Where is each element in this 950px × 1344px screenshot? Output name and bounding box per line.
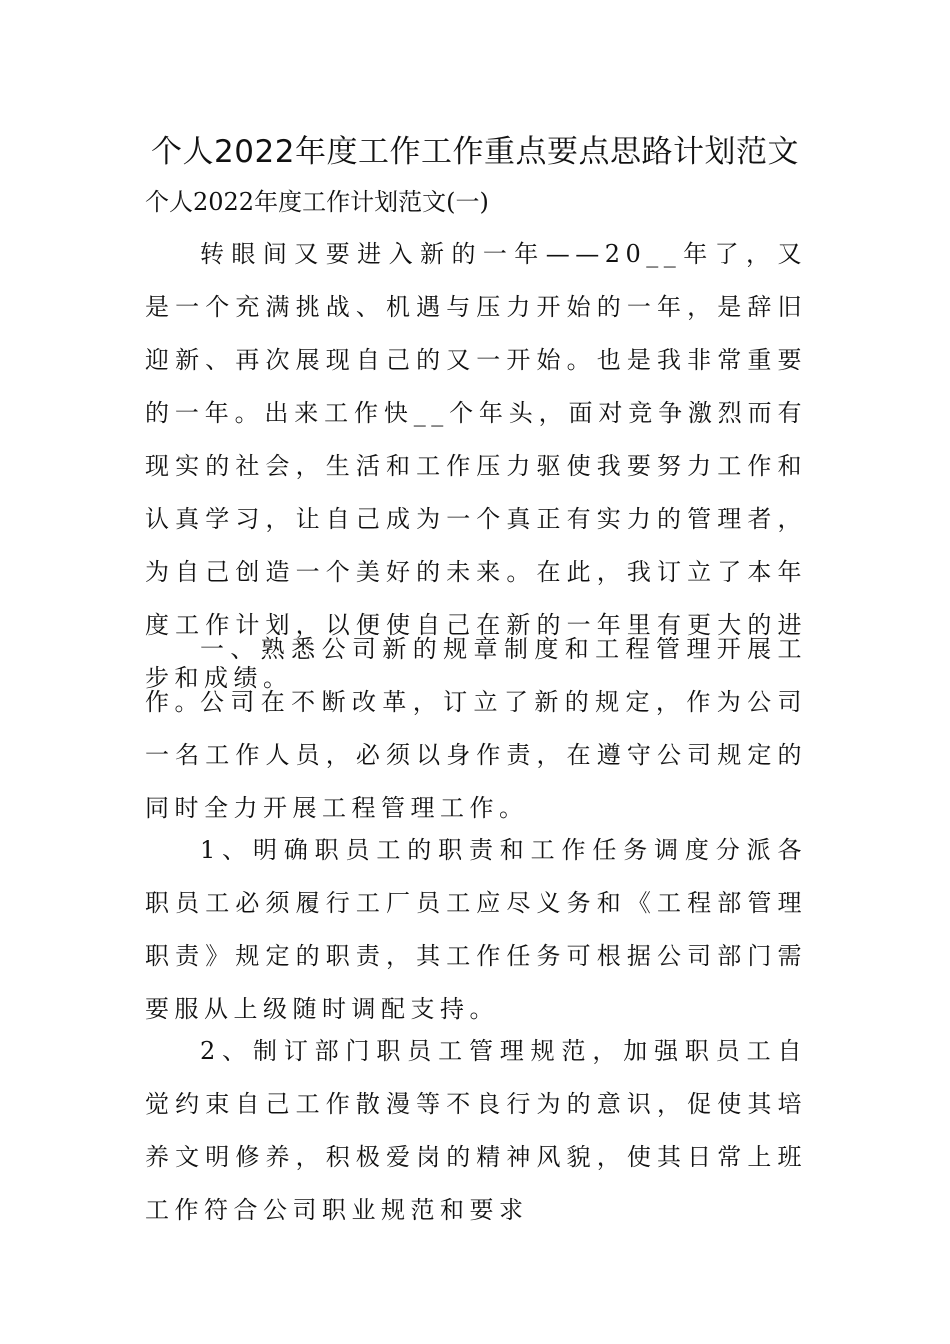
document-title: 个人2022年度工作工作重点要点思路计划范文 [151, 134, 799, 170]
paragraph-intro: 转眼间又要进入新的一年——20__年了，又是一个充满挑战、机遇与压力开始的一年，是辞旧迎新、再次展现自己的又一开始。也是我非常重要的一年。出来工作快__个年头，面对竞争激烈而有现实的社会，生活和工作压力驱使我要努力工作和认真学习，让自己成为一个真正有实力的管理者，为自己创造一个美好的未来。在此，我订立了本年度工作计划，以便使自己在新的一年里有更大的进步和成绩。 [145, 240, 807, 692]
paragraph-company-rules: 公司在不断改革，订立了新的规定，作为公司一名工作人员，必须以身作责，在遵守公司规定的同时全力开展工程管理工作。 [145, 688, 807, 822]
section-heading-1: 一、熟悉公司新的规章制度和工程管理开展工作。 [145, 635, 807, 716]
paragraph-item-1: 1、明确职员工的职责和工作任务调度分派各职员工必须履行工厂员工应尽义务和《工程部管理职责》规定的职责，其工作任务可根据公司部门需要服从上级随时调配支持。 [145, 836, 807, 1023]
document-subtitle: 个人2022年度工作计划范文(一) [145, 188, 489, 216]
paragraph-item-2: 2、制订部门职员工管理规范，加强职员工自觉约束自己工作散漫等不良行为的意识，促使其培养文明修养，积极爱岗的精神风貌，使其日常上班工作符合公司职业规范和要求 [145, 1037, 807, 1224]
